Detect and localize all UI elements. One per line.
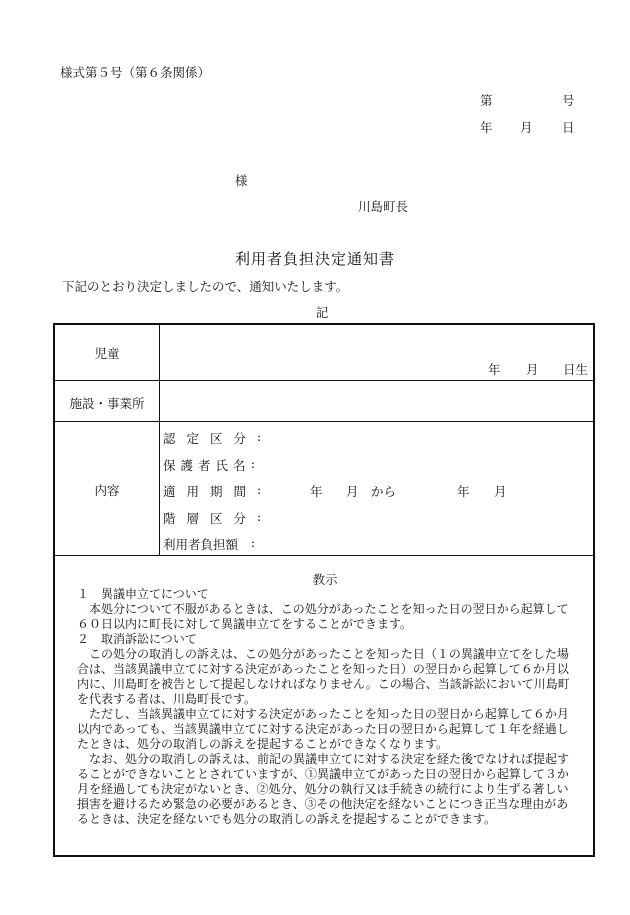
recipient-honorific: 様 — [235, 173, 248, 188]
row-divider — [55, 555, 593, 556]
document-number-suffix: 号 — [562, 93, 575, 108]
document-number-prefix: 第 — [480, 93, 493, 108]
form-number: 様式第５号（第６条関係） — [60, 65, 211, 80]
notice-title: 教示 — [312, 572, 338, 587]
notice-line: 内に、川島町を被告として提起しなければなりません。この場合、当該訴訟において川島町 — [77, 677, 570, 691]
period-from: から — [371, 484, 397, 499]
notice-line: ２ 取消訴訟について — [77, 632, 197, 646]
row-colon: : — [257, 509, 262, 524]
ki-marker: 記 — [315, 305, 329, 320]
notice-line: 本処分について不服があるときは、この処分があったことを知った日の翌日から起算して — [77, 602, 569, 616]
notice-line: るときは、決定を経ないでも処分の取消しの訴えを提起することができます。 — [77, 812, 497, 826]
birth-day-suffix: 日生 — [563, 362, 589, 377]
notice-line: 合は、当該異議申立てに対する決定があったことを知った日）の翌日から起算して６か月以 — [77, 662, 569, 676]
row-label-text: 認定区分 — [163, 431, 258, 446]
row-label-text: 適用期間 — [163, 484, 258, 499]
period-end-year: 年 — [457, 484, 470, 499]
birth-month: 月 — [526, 362, 539, 377]
row-label-text: 階層区分 — [163, 511, 258, 526]
row-colon: : — [257, 482, 262, 497]
row-applicable-period — [163, 482, 262, 500]
date-month: 月 — [520, 120, 533, 135]
notice-line: ただし、当該異議申立てに対する決定があったことを知った日の翌日から起算して６か月 — [77, 707, 569, 721]
content-label: 内容 — [94, 483, 120, 498]
notice-line: たときは、処分の取消しの訴えを提起することができなくなります。 — [77, 737, 449, 751]
date-year: 年 — [480, 120, 493, 135]
notice-line: この処分の取消しの訴えは、この処分があったことを知った日（１の異議申立てをした場 — [77, 647, 569, 661]
notice-body — [77, 587, 589, 827]
child-label: 児童 — [94, 346, 120, 361]
notice-line: 損害を避けるため緊急の必要があるとき、③その他決定を経ないことにつき正当な理由があ — [77, 797, 569, 811]
notice-line: ６０日以内に町長に対して異議申立てをすることができます。 — [77, 617, 413, 631]
row-divider — [55, 380, 593, 381]
row-label-text: 利用者負担額 — [163, 537, 239, 552]
issuer-name: 川島町長 — [358, 199, 409, 214]
period-start-year: 年 — [310, 484, 323, 499]
notice-line: を代表する者は、川島町長です。 — [77, 692, 257, 706]
row-certification-category — [163, 429, 262, 447]
decision-form-table — [53, 323, 595, 857]
row-divider — [55, 421, 593, 422]
notice-line: 以内であっても、当該異議申立てに対する決定があった日の翌日から起算して１年を経過し — [77, 722, 569, 736]
date-day: 日 — [562, 120, 575, 135]
column-divider — [159, 325, 160, 555]
notice-line: ることができないこととされていますが、①異議申立てがあった日の翌日から起算して３か — [77, 767, 569, 781]
birth-year: 年 — [488, 362, 501, 377]
row-user-charge — [163, 535, 255, 553]
row-tier-category — [163, 509, 262, 527]
row-colon: : — [250, 535, 255, 550]
notice-line: 月を経過しても決定がないとき、②処分、処分の執行又は手続きの続行により生ずる著しい — [77, 782, 569, 796]
period-end-month: 月 — [494, 484, 507, 499]
facility-label: 施設・事業所 — [69, 396, 145, 411]
notice-line: １ 異議申立てについて — [77, 587, 209, 601]
row-colon: : — [250, 456, 255, 471]
document-title: 利用者負担決定通知書 — [234, 250, 395, 268]
row-guardian-name — [163, 456, 255, 474]
intro-text: 下記のとおり決定しましたので、通知いたします。 — [62, 279, 349, 294]
notice-line: なお、処分の取消しの訴えは、前記の異議申立てに対する決定を経た後でなければ提起す — [77, 752, 570, 766]
row-label-text: 保護者氏名 — [163, 458, 251, 473]
period-start-month: 月 — [346, 484, 359, 499]
row-colon: : — [257, 429, 262, 444]
